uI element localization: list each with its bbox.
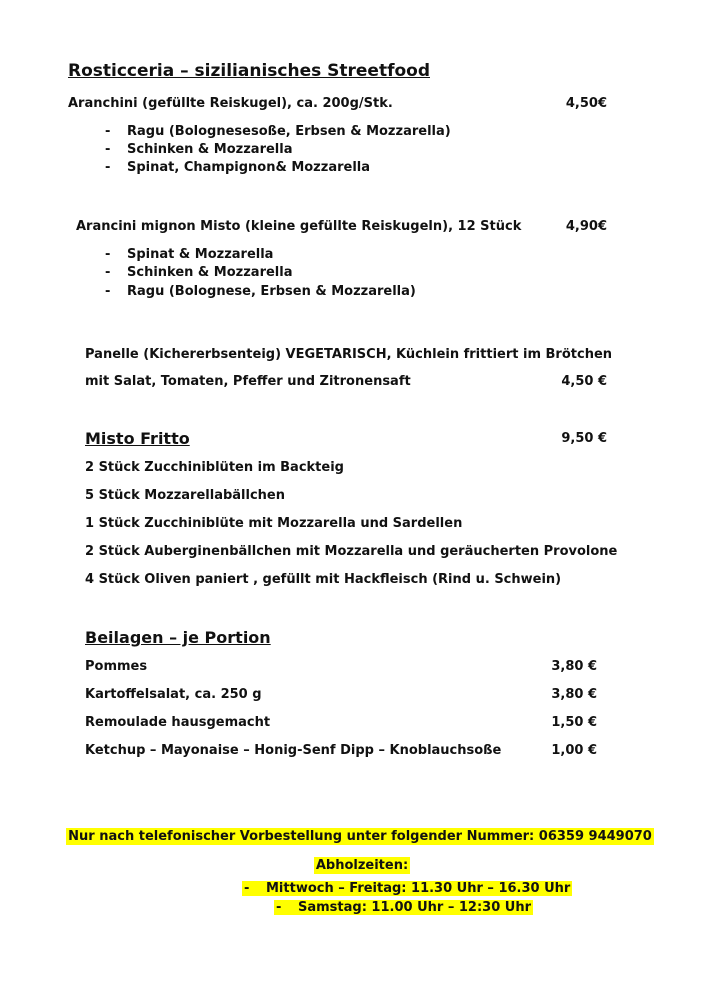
mignon-price: 4,90€ [565,219,607,234]
list-item: 1 Stück Zucchiniblüte mit Mozzarella und Sardellen [85,516,463,531]
side-price: 3,80 € [551,687,597,702]
list-item: - Spinat & Mozzarella [105,247,274,262]
side-price: 3,80 € [551,659,597,674]
arancini-label: Aranchini (gefüllte Reiskugel), ca. 200g/Stk. [68,96,393,111]
order-note: Nur nach telefonischer Vorbestellung unter folgender Nummer: 06359 9449070 [68,829,652,844]
section-title-rosticceria: Rosticceria – sizilianisches Streetfood [68,61,430,81]
side-label: Pommes [85,659,148,674]
order-note-row [0,825,707,844]
pickup-time: - Samstag: 11.00 Uhr – 12:30 Uhr [276,900,531,915]
pickup-time: - Mittwoch – Freitag: 11.30 Uhr – 16.30 Uhr [244,881,571,896]
list-item: - Ragu (Bolognesesoße, Erbsen & Mozzarella) [105,124,451,139]
side-price: 1,00 € [551,743,597,758]
list-item: 2 Stück Zucchiniblüten im Backteig [85,460,344,475]
side-label: Kartoffelsalat, ca. 250 g [85,687,262,702]
pickup-title-row [0,854,707,873]
side-price: 1,50 € [551,715,597,730]
pickup-title: Abholzeiten: [315,858,409,873]
panelle-line2: mit Salat, Tomaten, Pfeffer und Zitronensaft [85,374,411,389]
list-item: - Ragu (Bolognese, Erbsen & Mozzarella) [105,284,416,299]
list-item: - Schinken & Mozzarella [105,265,293,280]
section-title-misto-fritto: Misto Fritto [85,429,190,448]
list-item: - Schinken & Mozzarella [105,142,293,157]
list-item: 5 Stück Mozzarellabällchen [85,488,285,503]
list-item: - Spinat, Champignon& Mozzarella [105,160,371,175]
arancini-price: 4,50€ [565,96,607,111]
section-title-beilagen: Beilagen – je Portion [85,628,271,647]
list-item: 4 Stück Oliven paniert , gefüllt mit Hackfleisch (Rind u. Schwein) [85,572,562,587]
side-label: Ketchup – Mayonaise – Honig-Senf Dipp – Knoblauchsoße [85,743,502,758]
list-item: 2 Stück Auberginenbällchen mit Mozzarella und geräucherten Provolone [85,544,618,559]
panelle-line1: Panelle (Kichererbsenteig) VEGETARISCH, Küchlein frittiert im Brötchen [85,347,613,362]
mignon-label: Arancini mignon Misto (kleine gefüllte Reiskugeln), 12 Stück [76,219,522,234]
panelle-price: 4,50 € [561,374,607,389]
misto-price: 9,50 € [561,431,607,446]
side-label: Remoulade hausgemacht [85,715,271,730]
